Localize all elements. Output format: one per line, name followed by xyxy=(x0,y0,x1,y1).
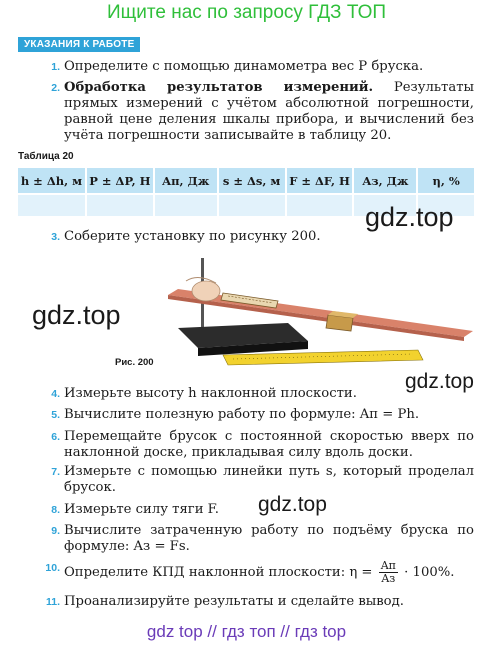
header-cell: F ± ΔF, Н xyxy=(286,168,354,194)
item-text: Измерьте силу тяги F. xyxy=(64,502,219,517)
instruction-item-9 xyxy=(51,523,474,555)
instruction-item-3 xyxy=(51,229,474,245)
item-number: 2. xyxy=(51,82,60,94)
header-cell: Aп, Дж xyxy=(154,168,218,194)
formula-lead: Определите КПД наклонной плоскости: η = xyxy=(64,565,373,580)
instruction-item-4 xyxy=(51,386,474,402)
item-text: Определите с помощью динамометра вес P бруска. xyxy=(64,59,424,74)
figure-caption: Рис. 200 xyxy=(115,357,154,368)
table-cell[interactable] xyxy=(286,194,354,216)
efficiency-fraction xyxy=(379,560,398,585)
header-cell: η, % xyxy=(417,168,475,194)
item-number: 5. xyxy=(51,409,60,421)
footer-watermark: gdz top // гдз топ // гдз top xyxy=(146,622,347,641)
watermark: gdz.top xyxy=(365,202,454,232)
item-number: 6. xyxy=(51,431,60,443)
item-body: Результаты прямых измерений с учётом абсолютной погрешности, равной цене деления шкалы прибора, и вычислений без учёта погрешности записывайте в таблицу 20. xyxy=(64,80,474,143)
header-cell: h ± Δh, м xyxy=(18,168,86,194)
instruction-item-10 xyxy=(45,559,474,585)
item-text: Вычислите затраченную работу по подъёму бруска по формуле: Aз = Fs. xyxy=(64,523,474,554)
item-text: Перемещайте брусок с постоянной скоростью вверх по наклонной доске, прикладывая силу вдоль доски. xyxy=(64,429,474,460)
table-cell[interactable] xyxy=(86,194,154,216)
item-text: Соберите установку по рисунку 200. xyxy=(64,229,321,244)
section-label: УКАЗАНИЯ К РАБОТЕ xyxy=(18,37,140,52)
table-cell[interactable] xyxy=(18,194,86,216)
instruction-item-6 xyxy=(51,429,474,461)
instruction-item-11 xyxy=(45,594,474,610)
item-text: Измерьте высоту h наклонной плоскости. xyxy=(64,386,357,401)
watermark: gdz.top xyxy=(258,493,327,516)
inclined-plane-figure xyxy=(168,253,478,373)
instruction-item-1 xyxy=(51,59,474,75)
watermark: gdz.top xyxy=(32,300,121,330)
fraction-numerator: Aп xyxy=(380,559,396,572)
instruction-item-7 xyxy=(51,464,474,496)
item-text: Измерьте с помощью линейки путь s, который проделал брусок. xyxy=(64,464,474,495)
top-banner: Ищите нас по запросу ГДЗ ТОП xyxy=(106,2,387,23)
item-bold-lead: Обработка результатов измерений. xyxy=(64,80,374,95)
item-number: 10. xyxy=(45,562,60,574)
watermark: gdz.top xyxy=(405,370,474,393)
instruction-item-5 xyxy=(51,407,474,423)
hand xyxy=(192,281,220,301)
table-cell[interactable] xyxy=(218,194,286,216)
formula-tail: · 100%. xyxy=(404,565,455,580)
item-number: 1. xyxy=(51,61,60,73)
header-cell: P ± ΔP, Н xyxy=(86,168,154,194)
item-number: 7. xyxy=(51,466,60,478)
item-number: 3. xyxy=(51,231,60,243)
item-number: 8. xyxy=(51,504,60,516)
item-number: 9. xyxy=(51,525,60,537)
item-number: 11. xyxy=(45,596,60,608)
instruction-item-8 xyxy=(51,502,474,518)
table-caption: Таблица 20 xyxy=(18,151,74,162)
item-text: Проанализируйте результаты и сделайте вывод. xyxy=(64,594,404,609)
item-text: Вычислите полезную работу по формуле: Aп = Ph. xyxy=(64,407,420,422)
instruction-item-2 xyxy=(51,80,474,144)
table-header-row xyxy=(18,168,475,194)
item-number: 4. xyxy=(51,388,60,400)
item-text xyxy=(64,560,474,585)
header-cell: Aз, Дж xyxy=(353,168,417,194)
fraction-denominator: Aз xyxy=(381,572,396,585)
header-cell: s ± Δs, м xyxy=(218,168,286,194)
table-cell[interactable] xyxy=(154,194,218,216)
item-text xyxy=(64,80,474,144)
